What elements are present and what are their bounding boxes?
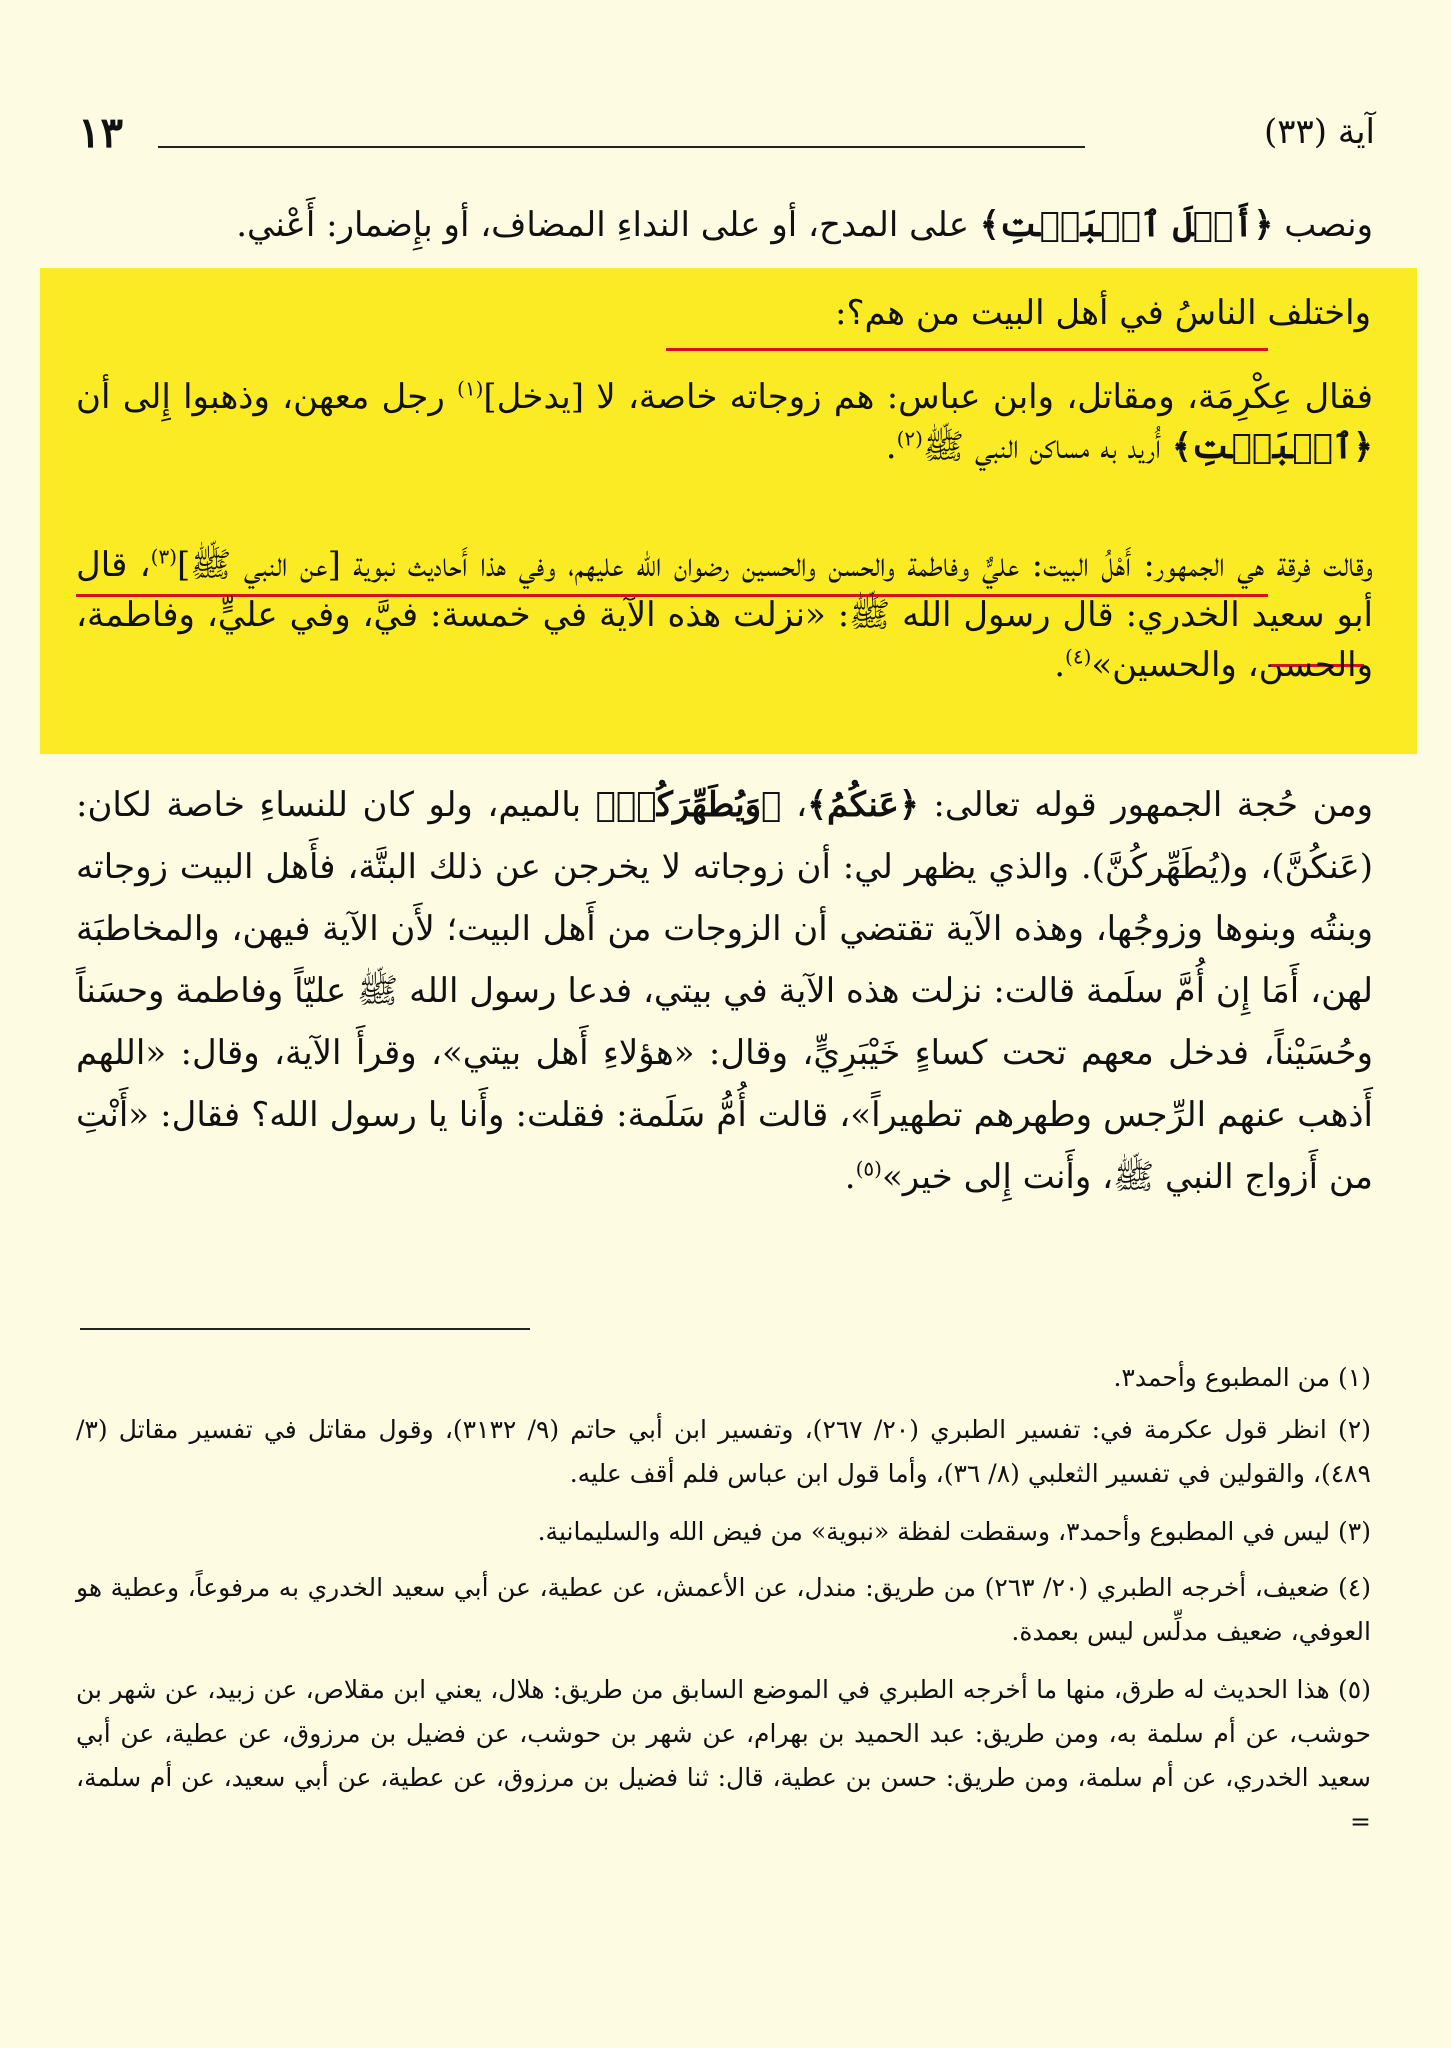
- text-run: ونصب: [1273, 205, 1373, 245]
- paragraph-4: [76, 540, 1373, 690]
- footnote-1: (١) من المطبوع وأحمد٣.: [1113, 1363, 1371, 1392]
- footnote-ref-3[interactable]: (٣): [150, 544, 178, 569]
- footnote-ref-1[interactable]: (١): [457, 376, 484, 401]
- paragraph-5: [76, 774, 1373, 1208]
- text-run: بالميم، ولو كان للنساءِ خاصة لكان: (عَنكُنَّ)، و(يُطَهِّركُنَّ). والذي يظهر لي: أن زوجاته لا يخرجن عن ذلك البتَّة، فأَهل البيت زوجاته وبنتُه وبنوها وزوجُها، وهذه الآية تقتضي أن الزوجات من أَهل البيت؛ لأَن الآية فيهن، والمخاطبَة لهن، أَمَا إِن أُمَّ سلَمة قالت: نزلت هذه الآية في بيتي، فدعا رسول الله ﷺ عليّاً وفاطمة وحسَناً وحُسَيْناً، فدخل معهم تحت كساءٍ خَيْبَرِيٍّ، وقال: «هؤلاءِ أَهل بيتي»، وقرأَ الآية، وقال: «اللهم أَذهب عنهم الرِّجس وطهرهم تطهيراً»، قالت أُمُّ سَلَمة: فقلت: وأَنا يا رسول الله؟ فقال: «أَنْتِ من أَزواج النبي ﷺ، وأَنت إِلى خير»: [76, 785, 1373, 1197]
- header-rule: [158, 146, 1085, 148]
- quran-quote: ﴿عَنكُمُ﴾: [807, 785, 919, 825]
- quran-quote: ﴿أَهۡلَ ٱلۡبَيۡتِ﴾: [979, 205, 1274, 245]
- running-head: آية (٣٣): [1263, 112, 1375, 152]
- quran-quote: ﴿ٱلۡبَيۡتِ﴾: [1171, 427, 1373, 467]
- footnote-5: (٥) هذا الحديث له طرق، منها ما أخرجه الطبري في الموضع السابق من طريق: هلال، يعني ابن مقلاص، عن زبيد، عن شهر بن حوشب، عن أم سلمة به، ومن طريق: عبد الحميد بن بهرام، عن شهر بن حوشب، عن فضيل بن مرزوق، عن عطية، عن أبي سعيد الخدري، عن أم سلمة، ومن طريق: حسن بن عطية، قال: ثنا فضيل بن مرزوق، عن عطية، عن أبي سعيد، عن أم سلمة، =: [76, 1675, 1371, 1836]
- footnote-3: (٣) ليس في المطبوع وأحمد٣، وسقطت لفظة «نبوية» من فيض الله والسليمانية.: [537, 1517, 1371, 1546]
- footnote-ref-5[interactable]: (٥): [855, 1156, 882, 1181]
- text-run: .: [885, 427, 897, 467]
- page-number: ١٣: [78, 108, 124, 157]
- text-run: فقال عِكْرِمَة، ومقاتل، وابن عباس: هم زوجاته خاصة، لا [يدخل]: [483, 377, 1373, 417]
- footnote-4: (٤) ضعيف، أخرجه الطبري (٢٠/ ٢٦٣) من طريق: مندل، عن الأعمش، عن عطية، عن أبي سعيد الخدري به مرفوعاً، وعطية هو العوفي، ضعيف مدلِّس ليس بعمدة.: [76, 1573, 1371, 1646]
- text-run: ومن حُجة الجمهور قوله تعالى:: [918, 785, 1374, 825]
- paragraph-3: [76, 372, 1373, 472]
- text-run: وقالت فرقة هي الجمهور: أَهْلُ البيت: عليٌّ وفاطمة والحسن والحسين رضوان الله عليهم، وفي هذا أَحاديث نبوية [عن النبي ﷺ]: [177, 545, 1373, 585]
- text-run: رجل معهن، وذهبوا إِلى أن: [76, 377, 458, 417]
- text-run: واختلف الناسُ في أهل البيت من هم؟:: [835, 293, 1371, 333]
- text-run: أُريد به مساكن النبي ﷺ: [922, 427, 1172, 467]
- footnote-2: (٢) انظر قول عكرمة في: تفسير الطبري (٢٠/ ٢٦٧)، وتفسير ابن أبي حاتم (٩/ ٣١٣٢)، وقول مقاتل في تفسير مقاتل (٣/ ٤٨٩)، والقولين في تفسير الثعلبي (٨/ ٣٦)، وأما قول ابن عباس فلم أقف عليه.: [76, 1415, 1371, 1488]
- footnote-ref-4[interactable]: (٤): [1065, 644, 1092, 669]
- text-run: على المدح، أو على النداءِ المضاف، أو بإِضمار: أَعْني.: [236, 205, 980, 245]
- page-header: [78, 108, 1375, 164]
- text-run: .: [844, 1157, 856, 1197]
- text-run: ،: [781, 785, 808, 825]
- footnote-ref-2[interactable]: (٢): [896, 426, 923, 451]
- paragraph-1: [76, 200, 1373, 250]
- quran-quote: ﴿وَيُطَهِّرَكُمۡ﴾: [595, 785, 782, 825]
- red-underline-1: [666, 348, 1268, 351]
- text-run: ، قال أبو سعيد الخدري: قال رسول الله ﷺ: «نزلت هذه الآية في خمسة: فيَّ، وفي عليٍّ، وفاطمة، والحسن، والحسين»: [76, 545, 1373, 685]
- text-run: .: [1054, 645, 1065, 685]
- footnote-separator: [80, 1328, 530, 1330]
- paragraph-2: [76, 288, 1371, 338]
